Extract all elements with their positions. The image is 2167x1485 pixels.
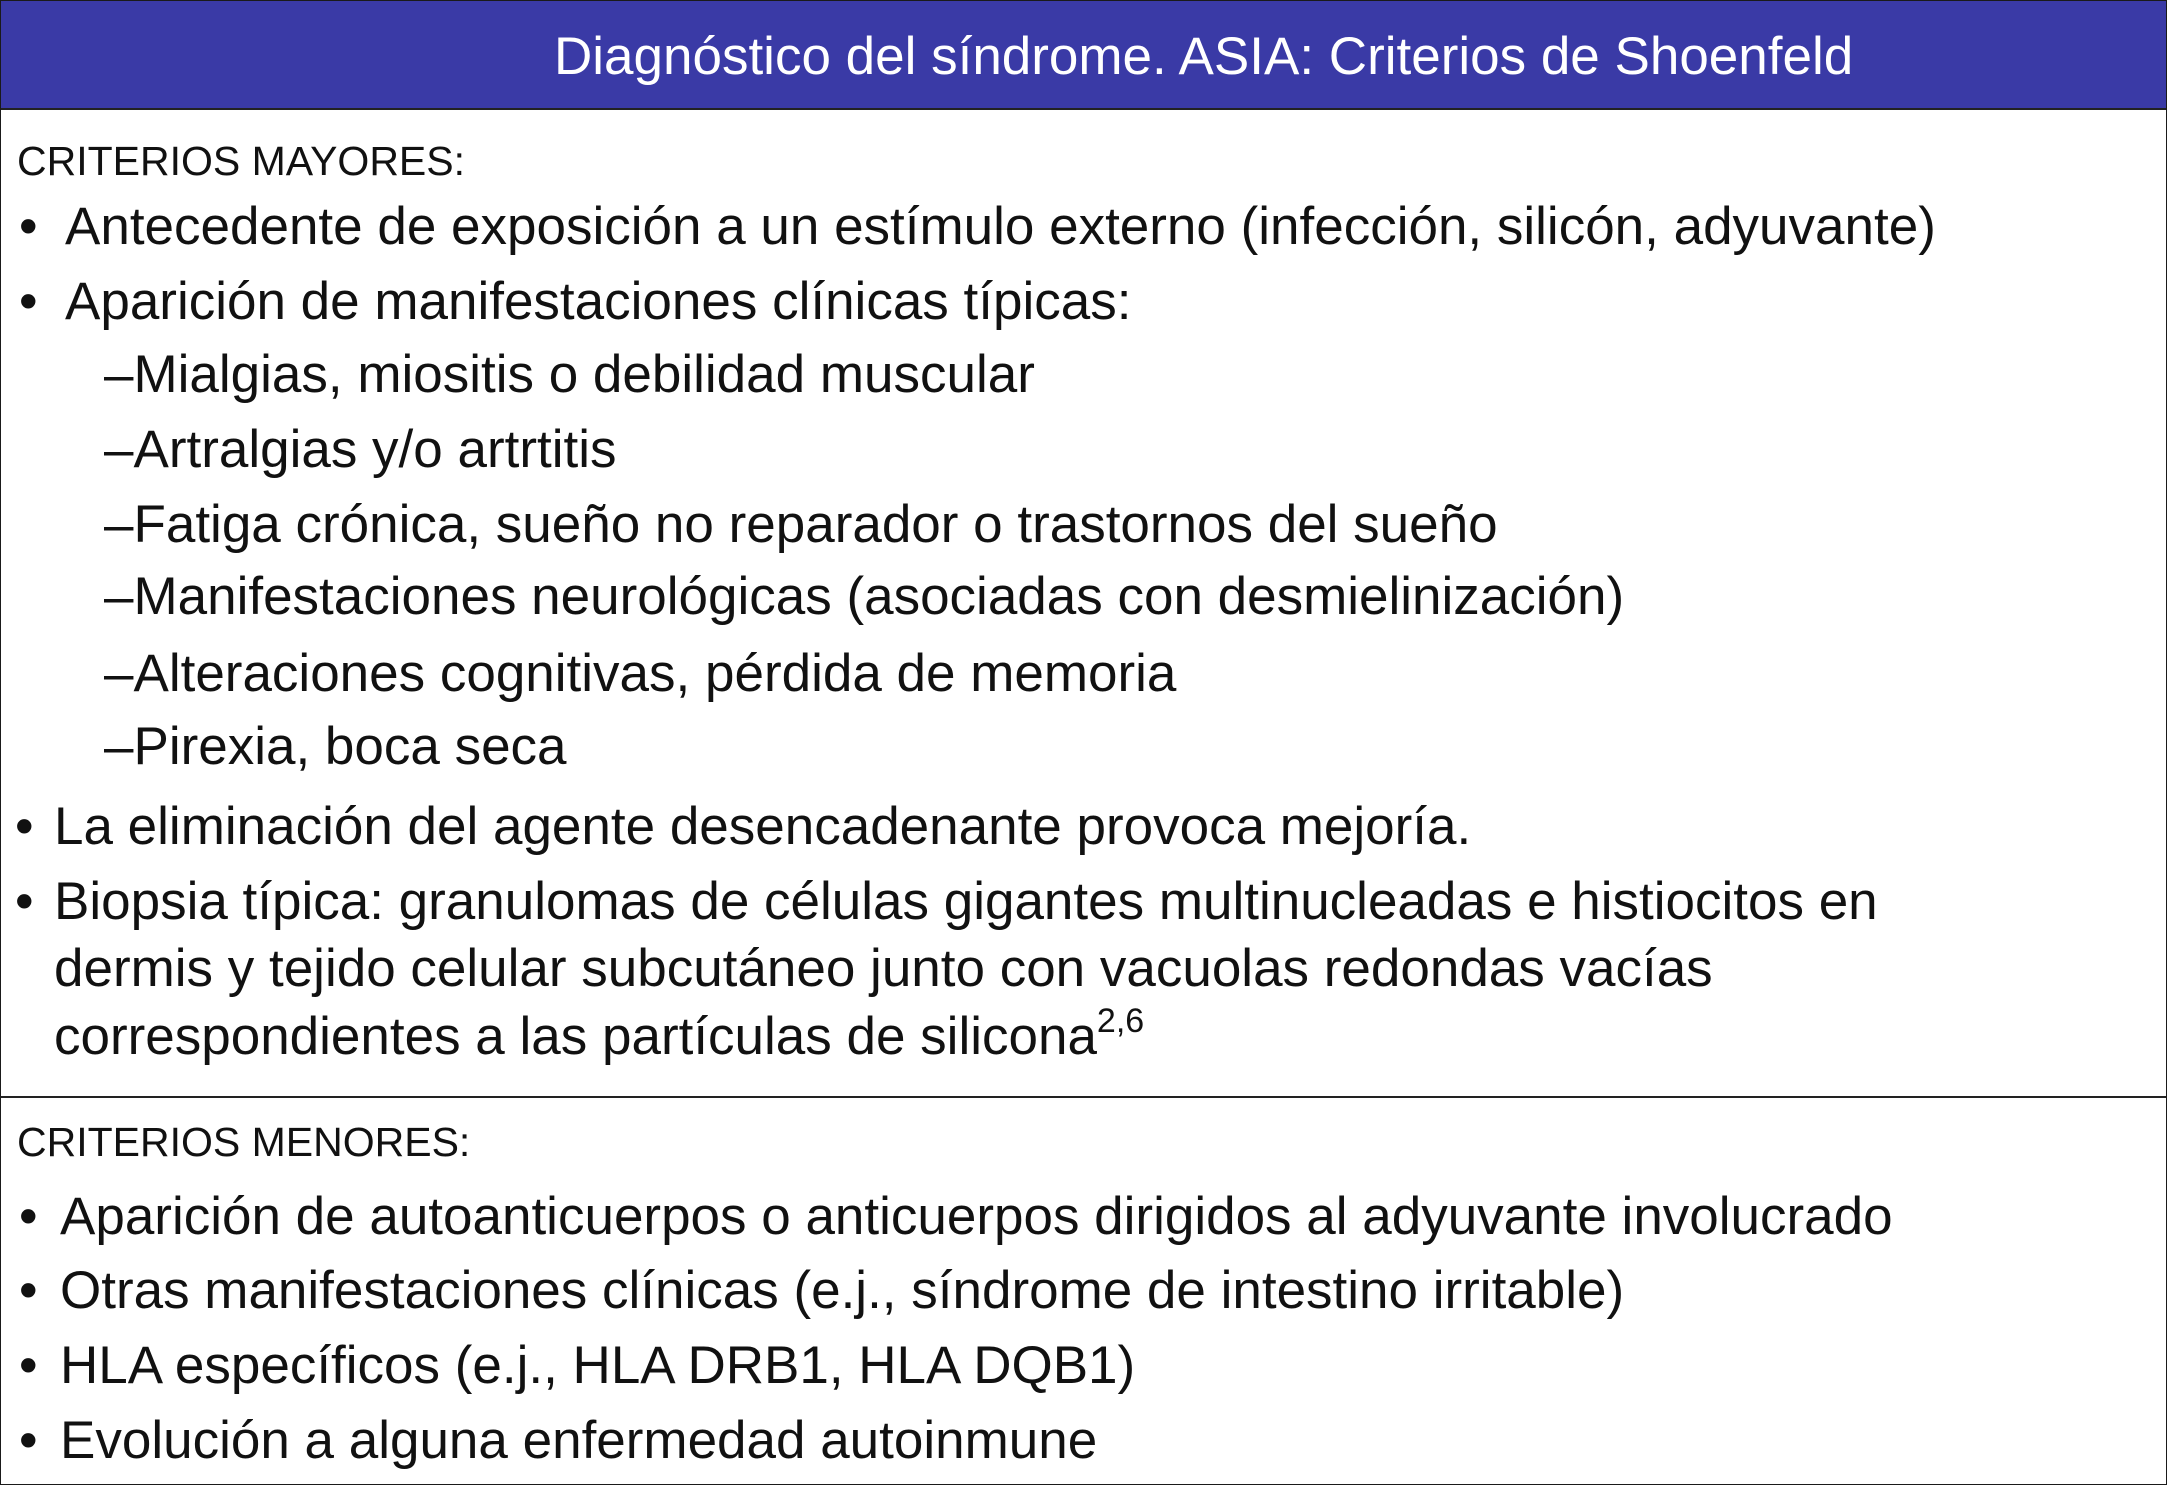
major-item-biopsy-line-2: dermis y tejido celular subcutáneo junto con vacuolas redondas vacías [54,939,1713,998]
title-bar [1,1,2166,110]
sub-item-pirexia: –Pirexia, boca seca [104,717,567,776]
major-item-exposure: Antecedente de exposición a un estímulo externo (infección, silicón, adyuvante) [65,197,1936,256]
bullet-icon: • [19,1336,38,1395]
major-item-removal: La eliminación del agente desencadenante provoca mejoría. [54,797,1472,856]
bullet-icon: • [19,1261,38,1320]
bullet-icon: • [15,797,34,856]
minor-item-autoanticuerpos: Aparición de autoanticuerpos o anticuerpos dirigidos al adyuvante involucrado [60,1187,1893,1246]
reference-superscript: 2,6 [1096,1002,1145,1040]
sub-item-artralgias: –Artralgias y/o artrtitis [104,420,617,479]
bullet-icon: • [19,197,38,256]
minor-item-hla: HLA específicos (e.j., HLA DRB1, HLA DQB1) [60,1336,1136,1395]
section-divider [1,1096,2166,1098]
bullet-icon: • [19,1411,38,1470]
biopsy-line-3-text: correspondientes a las partículas de silicona [54,1007,1097,1066]
sub-item-mialgias: –Mialgias, miositis o debilidad muscular [104,345,1035,404]
sub-item-fatiga: –Fatiga crónica, sueño no reparador o trastornos del sueño [104,495,1498,554]
minor-criteria-label: CRITERIOS MENORES: [17,1119,471,1165]
bullet-icon: • [19,272,38,331]
major-item-biopsy-line-3 [54,1002,1145,1067]
bullet-icon: • [19,1187,38,1246]
sub-item-cognitivas: –Alteraciones cognitivas, pérdida de memoria [104,644,1177,703]
sub-item-neurologicas: –Manifestaciones neurológicas (asociadas con desmielinización) [104,567,1625,626]
major-item-manifestations: Aparición de manifestaciones clínicas típicas: [65,272,1132,331]
minor-item-otras: Otras manifestaciones clínicas (e.j., síndrome de intestino irritable) [60,1261,1625,1320]
minor-item-evolucion: Evolución a alguna enfermedad autoinmune [60,1411,1098,1470]
table-title: Diagnóstico del síndrome. ASIA: Criterios de Shoenfeld [554,27,1854,86]
major-criteria-label: CRITERIOS MAYORES: [17,138,466,184]
bullet-icon: • [15,872,34,931]
major-item-biopsy-line-1: Biopsia típica: granulomas de células gigantes multinucleadas e histiocitos en [54,872,1878,931]
